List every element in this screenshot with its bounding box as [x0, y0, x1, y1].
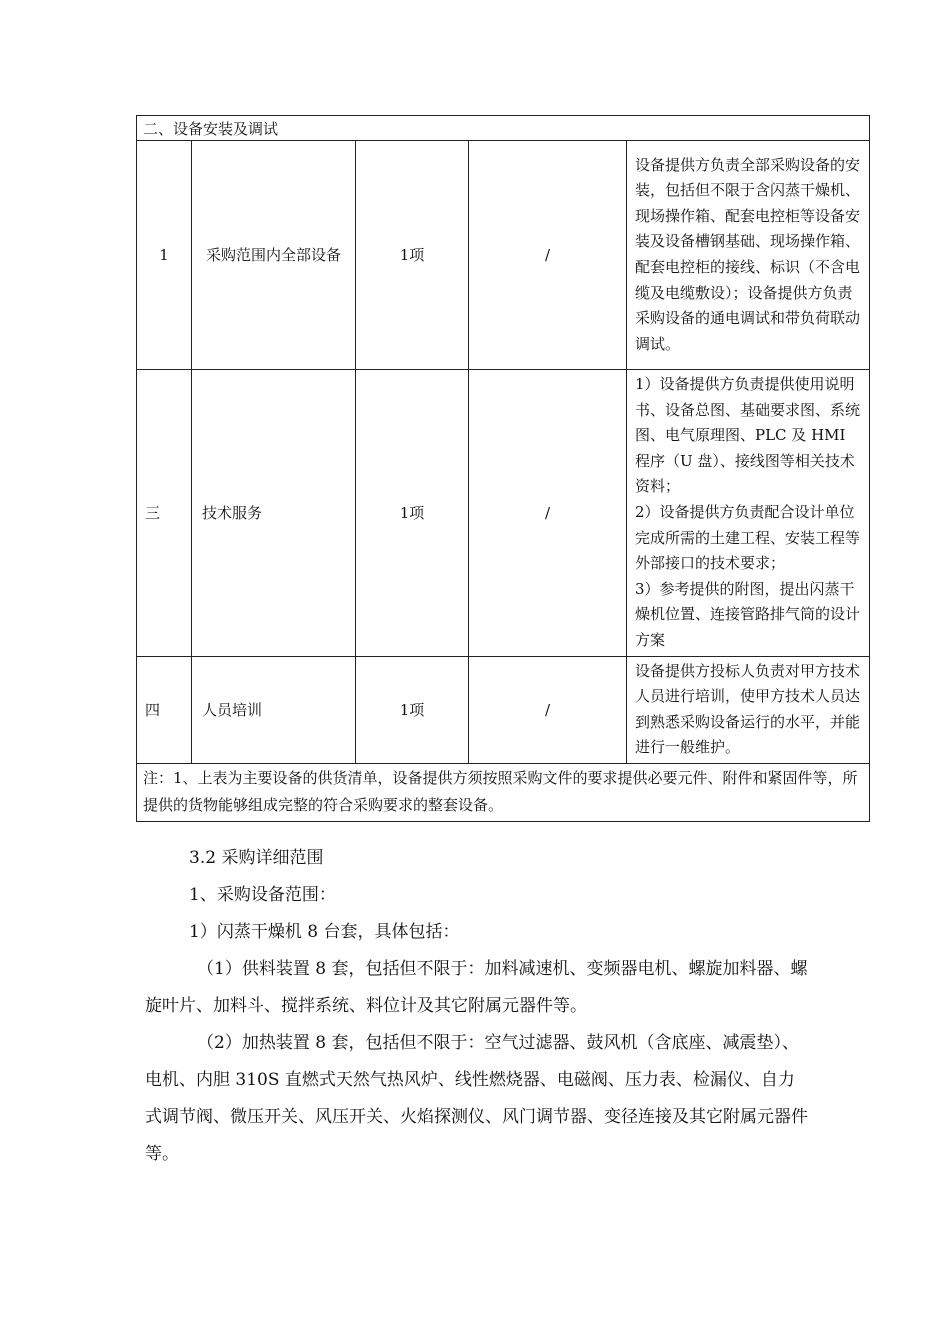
table-row: [137, 370, 870, 657]
row-number: 1: [137, 141, 192, 370]
item-description: [627, 370, 870, 657]
item-price: /: [469, 141, 627, 370]
row-number: 四: [137, 656, 192, 763]
item-name: 技术服务: [192, 370, 356, 657]
item-name: 采购范围内全部设备: [192, 141, 356, 370]
note-row: [137, 763, 870, 821]
list-item: 1）闪蒸干燥机 8 台套，具体包括：: [189, 922, 460, 942]
item-quantity: 1项: [356, 370, 469, 657]
list-item: 1、采购设备范围：: [189, 885, 336, 905]
paragraph: （2）加热装置 8 套，包括但不限于：空气过滤器、鼓风机（含底座、减震垫）、电机、内胆 310S 直燃式天然气热风炉、线性燃烧器、电磁阀、压力表、检漏仪、自力式调节阀、微压开关、风压开关、火焰探测仪、风门调节器、变径连接及其它附属元器件等。: [145, 1033, 808, 1164]
description-line: 2）设备提供方负责配合设计单位完成所需的土建工程、安装工程等外部接口的技术要求；: [635, 502, 861, 573]
section-body: [145, 840, 810, 1173]
item-price: /: [469, 656, 627, 763]
table-note: 注：1、上表为主要设备的供货清单，设备提供方须按照采购文件的要求提供必要元件、附件和紧固件等，所提供的货物能够组成完整的符合采购要求的整套设备。: [137, 763, 870, 821]
table-row: [137, 141, 870, 370]
item-quantity: 1项: [356, 656, 469, 763]
item-name: 人员培训: [192, 656, 356, 763]
item-quantity: 1项: [356, 141, 469, 370]
paragraph: （1）供料装置 8 套，包括但不限于：加料减速机、变频器电机、螺旋加料器、螺旋叶片、加料斗、搅拌系统、料位计及其它附属元器件等。: [145, 959, 808, 1016]
item-description: 设备提供方投标人负责对甲方技术人员进行培训，使甲方技术人员达到熟悉采购设备运行的水平，并能进行一般维护。: [627, 656, 870, 763]
description-line: 1）设备提供方负责提供使用说明书、设备总图、基础要求图、系统图、电气原理图、PLC 及 HMI 程序（U 盘）、接线图等相关技术资料；: [635, 375, 861, 496]
section-header-row: [137, 116, 870, 141]
item-description: 设备提供方负责全部采购设备的安装，包括但不限于含闪蒸干燥机、现场操作箱、配套电控柜等设备安装及设备槽钢基础、现场操作箱、配套电控柜的接线、标识（不含电缆及电缆敷设）；设备提供方负责采购设备的通电调试和带负荷联动调试。: [627, 141, 870, 370]
item-price: /: [469, 370, 627, 657]
table-row: [137, 656, 870, 763]
description-line: 3）参考提供的附图，提出闪蒸干燥机位置、连接管路排气筒的设计方案: [635, 579, 861, 649]
equipment-table: [136, 115, 870, 822]
section-header: 二、设备安装及调试: [137, 116, 870, 141]
section-heading: 3.2 采购详细范围: [189, 848, 324, 868]
row-number: 三: [137, 370, 192, 657]
